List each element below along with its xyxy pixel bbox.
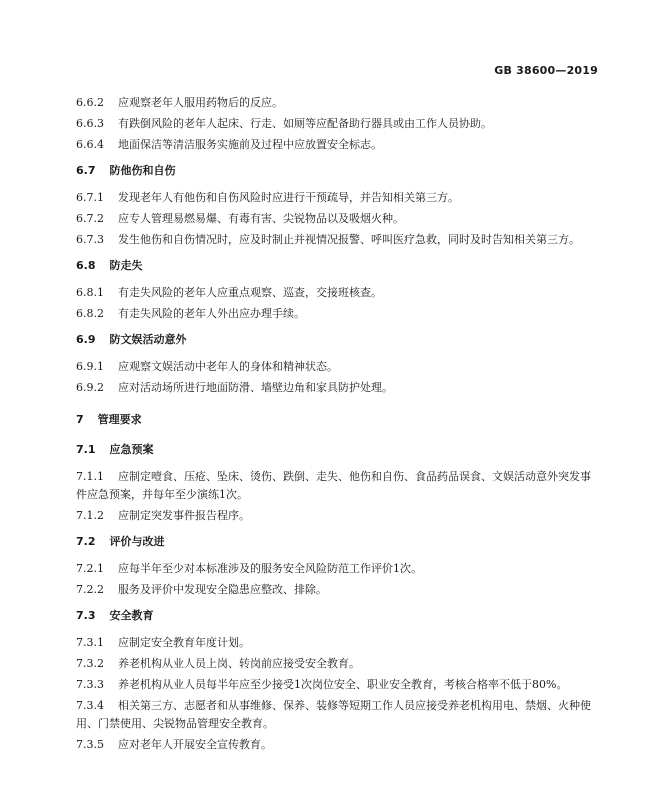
section-heading-6-8: [76, 257, 596, 275]
section-title: 应急预案: [109, 443, 154, 456]
clause-number: 6.7.2: [76, 212, 104, 225]
chapter-heading-7: [76, 411, 596, 429]
clause-text: 应制定安全教育年度计划。: [118, 636, 250, 649]
section-title: 安全教育: [109, 609, 154, 622]
clause-number: 6.8.2: [76, 307, 104, 320]
document-body: [76, 94, 596, 757]
section-number: 7.2: [76, 535, 96, 548]
clause-number: 6.9.2: [76, 381, 104, 394]
clause-7-3-1: [76, 634, 596, 652]
clause-7-3-4: [76, 697, 596, 733]
section-heading-6-9: [76, 331, 596, 349]
clause-text: 应对活动场所进行地面防滑、墙壁边角和家具防护处理。: [118, 381, 393, 394]
clause-number: 7.1.2: [76, 509, 104, 522]
clause-number: 6.8.1: [76, 286, 104, 299]
clause-text: 有跌倒风险的老年人起床、行走、如厕等应配备助行器具或由工作人员协助。: [118, 117, 492, 130]
clause-number: 7.3.3: [76, 678, 104, 691]
clause-7-3-2: [76, 655, 596, 673]
section-number: 7.1: [76, 443, 96, 456]
clause-text: 地面保洁等清洁服务实施前及过程中应放置安全标志。: [118, 138, 382, 151]
clause-text: 相关第三方、志愿者和从事维修、保养、装修等短期工作人员应接受养老机构用电、禁烟、火种使用、门禁使用、尖锐物品管理安全教育。: [76, 699, 591, 730]
clause-text: 应观察文娱活动中老年人的身体和精神状态。: [118, 360, 338, 373]
chapter-number: 7: [76, 413, 84, 426]
section-heading-7-3: [76, 607, 596, 625]
section-number: 6.8: [76, 259, 96, 272]
clause-7-3-3: [76, 676, 596, 694]
clause-6-8-2: [76, 305, 596, 323]
section-title: 防他伤和自伤: [109, 164, 176, 177]
clause-text: 应制定噎食、压疮、坠床、烫伤、跌倒、走失、他伤和自伤、食品药品误食、文娱活动意外突发事件应急预案，并每年至少演练1次。: [76, 470, 591, 501]
chapter-title: 管理要求: [97, 413, 142, 426]
clause-7-3-5: [76, 736, 596, 754]
clause-number: 6.7.3: [76, 233, 104, 246]
clause-number: 6.6.4: [76, 138, 104, 151]
clause-number: 7.2.2: [76, 583, 104, 596]
clause-6-6-4: [76, 136, 596, 154]
section-heading-7-2: [76, 533, 596, 551]
clause-number: 6.7.1: [76, 191, 104, 204]
section-number: 6.7: [76, 164, 96, 177]
clause-text: 养老机构从业人员上岗、转岗前应接受安全教育。: [118, 657, 360, 670]
section-heading-6-7: [76, 162, 596, 180]
clause-number: 7.3.4: [76, 699, 104, 712]
clause-number: 7.3.5: [76, 738, 104, 751]
clause-number: 7.3.1: [76, 636, 104, 649]
clause-text: 应每半年至少对本标准涉及的服务安全风险防范工作评价1次。: [118, 562, 422, 575]
clause-6-7-2: [76, 210, 596, 228]
clause-6-6-3: [76, 115, 596, 133]
section-number: 6.9: [76, 333, 96, 346]
clause-7-1-1: [76, 468, 596, 504]
clause-6-6-2: [76, 94, 596, 112]
clause-6-8-1: [76, 284, 596, 302]
clause-number: 7.3.2: [76, 657, 104, 670]
section-title: 防走失: [109, 259, 143, 272]
clause-text: 发现老年人有他伤和自伤风险时应进行干预疏导，并告知相关第三方。: [118, 191, 459, 204]
clause-text: 养老机构从业人员每半年应至少接受1次岗位安全、职业安全教育，考核合格率不低于80%。: [118, 678, 568, 691]
clause-text: 应对老年人开展安全宣传教育。: [118, 738, 272, 751]
clause-6-7-3: [76, 231, 596, 249]
clause-number: 6.6.3: [76, 117, 104, 130]
clause-text: 应制定突发事件报告程序。: [118, 509, 250, 522]
clause-text: 有走失风险的老年人应重点观察、巡查，交接班核查。: [118, 286, 382, 299]
clause-number: 6.6.2: [76, 96, 104, 109]
section-number: 7.3: [76, 609, 96, 622]
clause-text: 应观察老年人服用药物后的反应。: [118, 96, 283, 109]
clause-7-1-2: [76, 507, 596, 525]
clause-7-2-1: [76, 560, 596, 578]
section-title: 评价与改进: [109, 535, 165, 548]
clause-text: 服务及评价中发现安全隐患应整改、排除。: [118, 583, 327, 596]
clause-text: 有走失风险的老年人外出应办理手续。: [118, 307, 305, 320]
section-title: 防文娱活动意外: [109, 333, 187, 346]
clause-text: 发生他伤和自伤情况时，应及时制止并视情况报警、呼叫医疗急救，同时及时告知相关第三方。: [118, 233, 580, 246]
clause-6-9-1: [76, 358, 596, 376]
section-heading-7-1: [76, 441, 596, 459]
clause-number: 7.2.1: [76, 562, 104, 575]
standard-code: GB 38600—2019: [494, 64, 598, 77]
clause-6-9-2: [76, 379, 596, 397]
clause-7-2-2: [76, 581, 596, 599]
clause-number: 7.1.1: [76, 470, 104, 483]
clause-text: 应专人管理易燃易爆、有毒有害、尖锐物品以及吸烟火种。: [118, 212, 404, 225]
clause-number: 6.9.1: [76, 360, 104, 373]
clause-6-7-1: [76, 189, 596, 207]
